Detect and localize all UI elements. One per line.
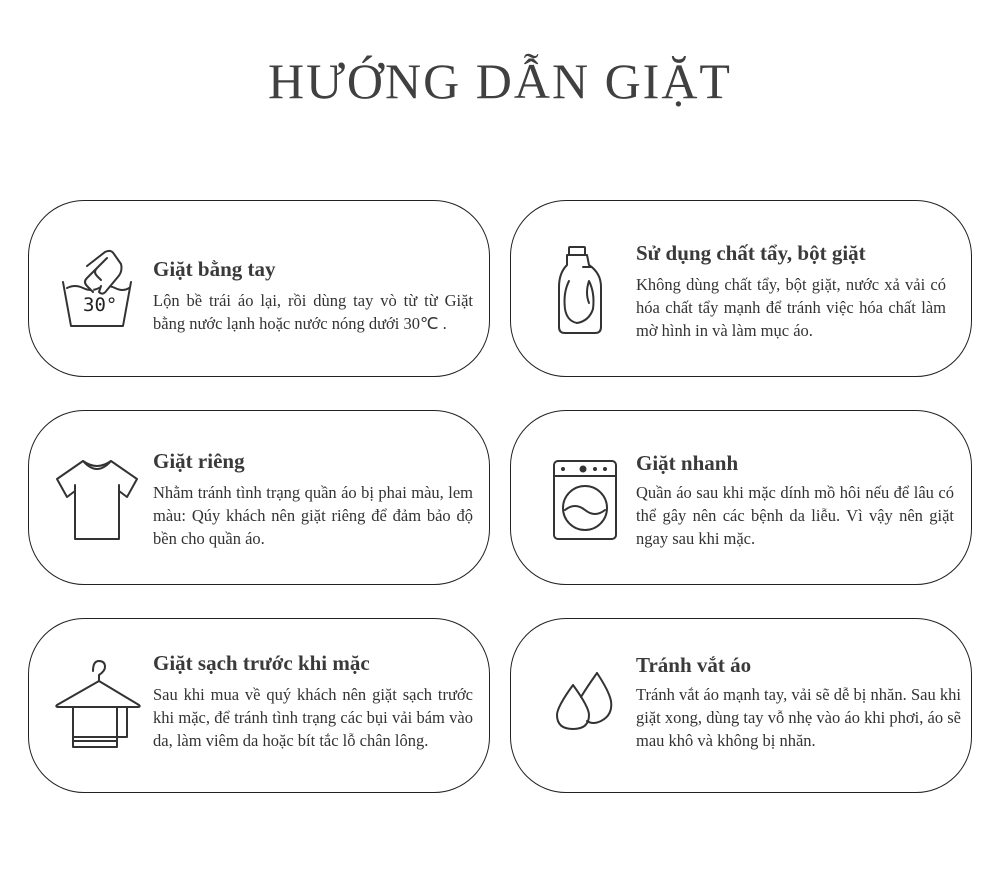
card-text: Tránh vắt áo mạnh tay, vải sẽ dễ bị nhăn. Sau khi giặt xong, dùng tay vỗ nhẹ vào áo khi phơi, áo sẽ mau khô và không bị nhăn. — [636, 685, 961, 750]
care-card-wash-before-wearing — [28, 618, 490, 793]
washing-machine-icon — [551, 458, 619, 542]
water-drops-icon — [551, 667, 621, 737]
card-text: Nhằm tránh tình trạng quần áo bị phai màu, lem màu: Qúy khách nên giặt riêng để đảm bảo độ bền cho quần áo. — [153, 483, 473, 548]
card-title: Tránh vắt áo — [636, 653, 752, 677]
card-text: Không dùng chất tẩy, bột giặt, nước xả vải có hóa chất tẩy mạnh để tránh việc hóa chất làm mờ hình in và làm mục áo. — [636, 275, 946, 340]
care-card-detergent — [510, 200, 972, 377]
card-title: Giặt riêng — [153, 449, 245, 473]
card-text: Lộn bề trái áo lại, rồi dùng tay vò từ từ Giặt bằng nước lạnh hoặc nước nóng dưới 30℃ . — [153, 291, 473, 333]
hanger-towel-icon — [53, 657, 143, 749]
card-title: Giặt nhanh — [636, 451, 739, 475]
page-title: HƯỚNG DẪN GIẶT — [268, 53, 732, 109]
hand-wash-icon — [57, 246, 137, 331]
card-title: Giặt sạch trước khi mặc — [153, 651, 370, 675]
care-card-wash-separately — [28, 410, 490, 585]
care-card-quick-wash — [510, 410, 972, 585]
card-title: Giặt bằng tay — [153, 257, 276, 281]
temperature-label: 30° — [83, 294, 118, 316]
card-text: Quần áo sau khi mặc dính mồ hôi nếu để lâu có thể gây nên các bệnh da liễu. Vì vậy nên giặt ngay sau khi mặc. — [636, 483, 954, 548]
care-card-avoid-wringing — [510, 618, 972, 793]
detergent-bottle-icon — [555, 243, 605, 338]
card-text: Sau khi mua về quý khách nên giặt sạch trước khi mặc, để tránh tình trạng các bụi vải bám vào da, làm viêm da hoặc bít tắc lỗ chân lông. — [153, 685, 473, 750]
care-card-hand-wash — [28, 200, 490, 377]
card-title: Sử dụng chất tẩy, bột giặt — [636, 241, 866, 265]
tshirt-icon — [53, 455, 141, 543]
